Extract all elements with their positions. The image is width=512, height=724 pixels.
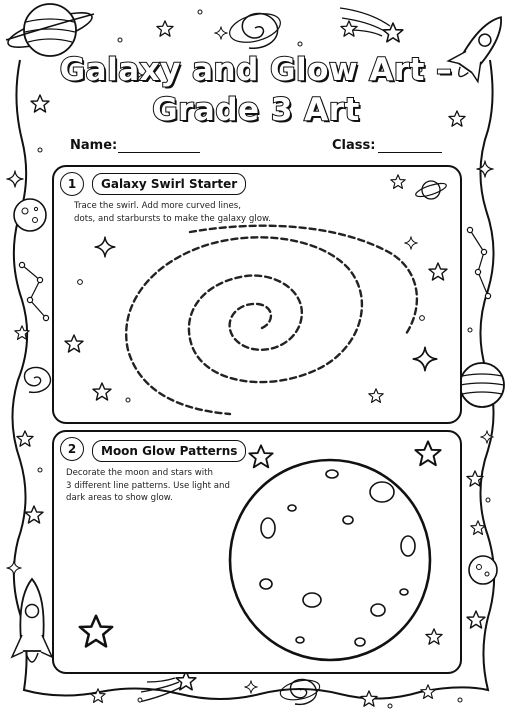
section-instructions-2: Decorate the moon and stars with 3 different line patterns. Use light and dark areas to show glow. xyxy=(66,468,230,503)
sparkle-icon xyxy=(405,237,418,250)
star-icon xyxy=(249,445,272,467)
worksheet-title-line-1: Galaxy and Glow Art – xyxy=(59,52,453,88)
panel-1-decorations xyxy=(65,175,448,403)
worksheet-title-line-2: Grade 3 Art xyxy=(152,92,360,128)
moon-icon xyxy=(230,460,430,660)
planet-icon xyxy=(414,181,447,199)
section-number-1: 1 xyxy=(60,172,84,196)
section-number-2: 2 xyxy=(60,437,84,461)
section-instructions-1: Trace the swirl. Add more curved lines, dots, and starbursts to make the galaxy glow. xyxy=(74,201,271,224)
dashed-spiral-icon xyxy=(126,226,417,414)
sparkle-icon xyxy=(413,347,436,370)
star-icon xyxy=(65,335,83,352)
class-label: Class: xyxy=(332,138,376,153)
section-heading-1: Galaxy Swirl Starter xyxy=(92,173,246,195)
star-icon xyxy=(429,263,447,280)
star-icon xyxy=(426,629,442,644)
section-heading-2: Moon Glow Patterns xyxy=(92,440,246,462)
name-label: Name: xyxy=(70,138,118,153)
star-icon xyxy=(93,383,111,400)
star-icon xyxy=(415,441,440,465)
star-icon xyxy=(369,389,383,403)
star-icon xyxy=(391,175,405,189)
star-icon xyxy=(80,616,112,647)
sparkle-icon xyxy=(95,237,115,257)
